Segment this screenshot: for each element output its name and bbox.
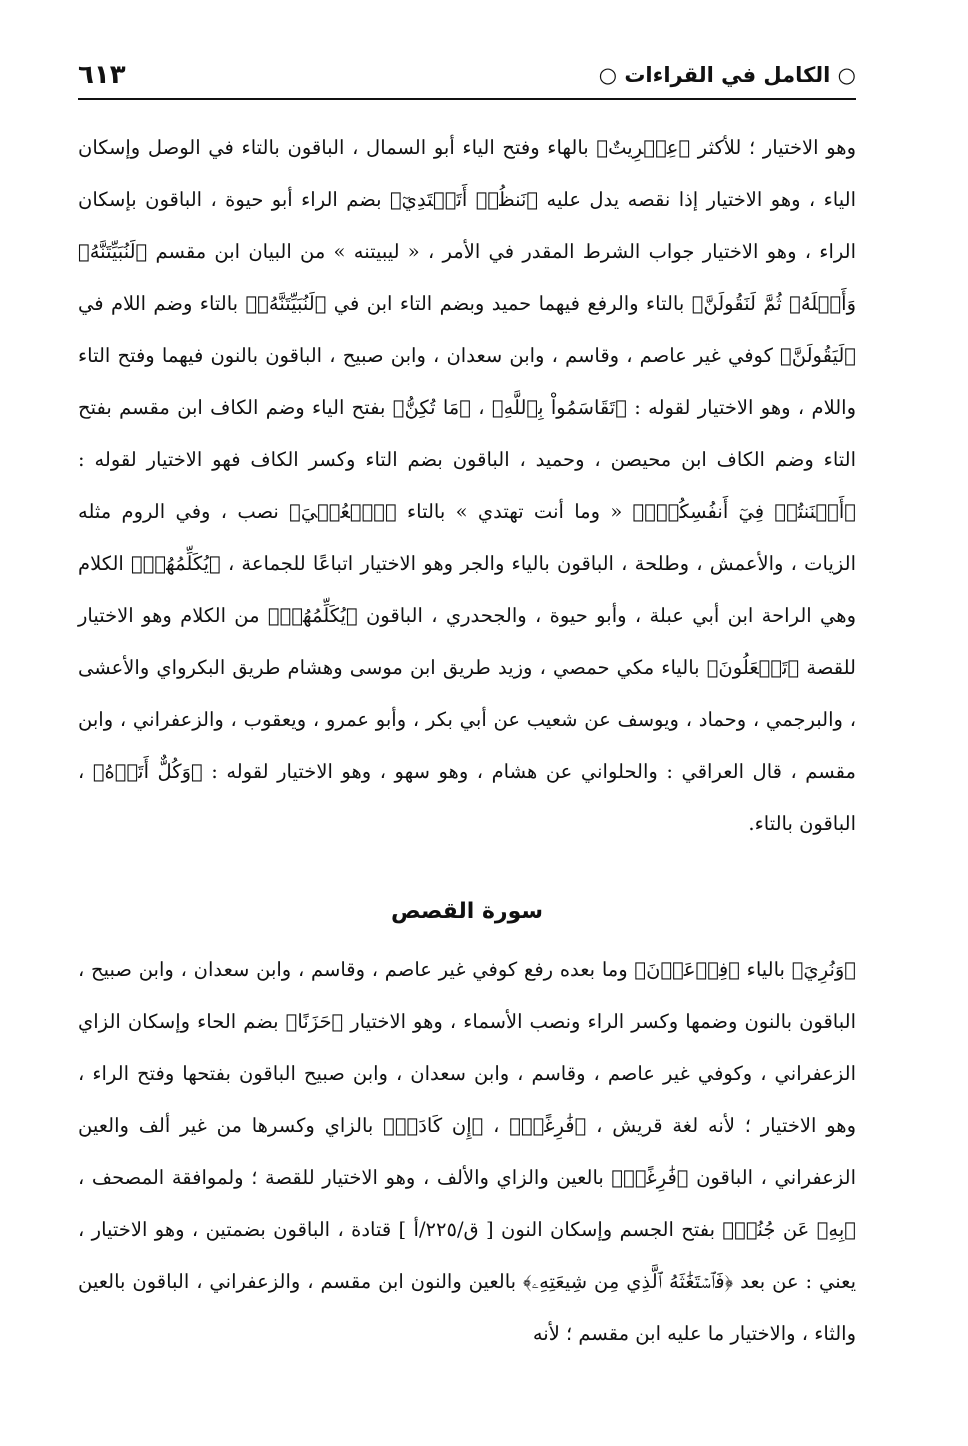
page-header [78,52,856,100]
page-number: ٦١٣ [78,60,126,90]
paragraph-commentary: وهو الاختيار ؛ للأكثر ﴿عِفۡرِيتٌ﴾ بالهاء وفتح الياء أبو السمال ، الباقون بالتاء في الوصل وإسكان الياء ، وهو الاختيار إذا نقصه يدل عليه ﴿نَنظُرۡ أَتَهۡتَدِيٓ﴾ بضم الراء أبو حيوة ، الباقون بإسكان الراء ، وهو الاختيار جواب الشرط المقدر في الأمر ، « ليبيتنه » من البيان ابن مقسم ﴿لَنُبَيِّتَنَّهُۥ وَأَهۡلَهُۥ ثُمَّ لَنَقُولَنَّ﴾ بالتاء والرفع فيهما حميد وبضم التاء ابن في ﴿لَنُبَيِّتَنَّهُۥ﴾ بالتاء وضم اللام في ﴿لَيَقُولَنَّ﴾ كوفي غير عاصم ، وقاسم ، وابن سعدان ، وابن صبيح ، الباقون بالنون فيهما وفتح التاء واللام ، وهو الاختيار لقوله : ﴿تَقَاسَمُواْ بِٱللَّهِ﴾ ، ﴿مَا تُكِنُّ﴾ بفتح الياء وضم الكاف ابن مقسم بفتح التاء وضم الكاف ابن محيصن ، وحميد ، الباقون بضم التاء وكسر الكاف فهو الاختيار لقوله : ﴿أَكۡنَنتُمۡ فِيٓ أَنفُسِكُمۡۚ﴾ « وما أنت تهتدي » بالتاء ﴿ٱلۡعُمۡيَ﴾ نصب ، وفي الروم مثله الزيات ، والأعمش ، وطلحة ، الباقون بالياء والجر وهو الاختيار اتباعًا للجماعة ، ﴿يُكَلِّمُهُمۡ﴾ الكلام وهي الراحة ابن أبي عبلة ، وأبو حيوة ، والجحدري ، الباقون ﴿يُكَلِّمُهُمۡ﴾ من الكلام وهو الاختيار للقصة ﴿تَفۡعَلُونَ﴾ بالياء مكي حمصي ، وزيد طريق ابن موسى وهشام طريق البكرواي والأعشى ، والبرجمي ، وحماد ، ويوسف عن شعيب عن أبي بكر ، وأبو عمرو ، ويعقوب ، والزعفراني ، وابن مقسم ، قال العراقي : والحلواني عن هشام ، وهو سهو ، وهو الاختيار لقوله : ﴿وَكُلٌّ أَتَوۡهُ﴾ ، الباقون بالتاء. [78,136,856,835]
running-title: ○ الكامل في القراءات ○ [598,63,856,87]
body-text-section-2 [78,944,856,1360]
body-text-section-1 [78,122,856,850]
paragraph-commentary: ﴿وَنُرِيَ﴾ بالياء ﴿فِرۡعَوۡنَ﴾ وما بعده رفع كوفي غير عاصم ، وقاسم ، وابن سعدان ، وابن صبيح ، الباقون بالنون وضمها وكسر الراء ونصب الأسماء ، وهو الاختيار ﴿حَزَنًا﴾ بضم الحاء وإسكان الزاي الزعفراني ، وكوفي غير عاصم ، وقاسم ، وابن سعدان ، وابن صبيح الباقون بفتحها وفتح الراء ، وهو الاختيار ؛ لأنه لغة قريش ، ﴿فَٰرِغًاۖ﴾ ، ﴿إِن كَادَتۡ﴾ بالزاي وكسرها من غير ألف والعين الزعفراني ، الباقون ﴿فَٰرِغًاۖ﴾ بالعين والزاي والألف ، وهو الاختيار للقصة ؛ ولموافقة المصحف ، ﴿بِهِۦ عَن جُنُبٖ﴾ بفتح الجسم وإسكان النون [ ق/٢٢٥/أ ] قتادة ، الباقون بضمتين ، وهو الاختيار ، يعني : عن بعد ﴿فَٱسۡتَغَٰثَهُ ٱلَّذِي مِن شِيعَتِهِۦ﴾ بالعين والنون ابن مقسم ، والزعفراني ، الباقون بالعين والثاء ، والاختيار ما عليه ابن مقسم ؛ لأنه [78,958,856,1345]
section-heading: سورة القصص [390,899,544,924]
